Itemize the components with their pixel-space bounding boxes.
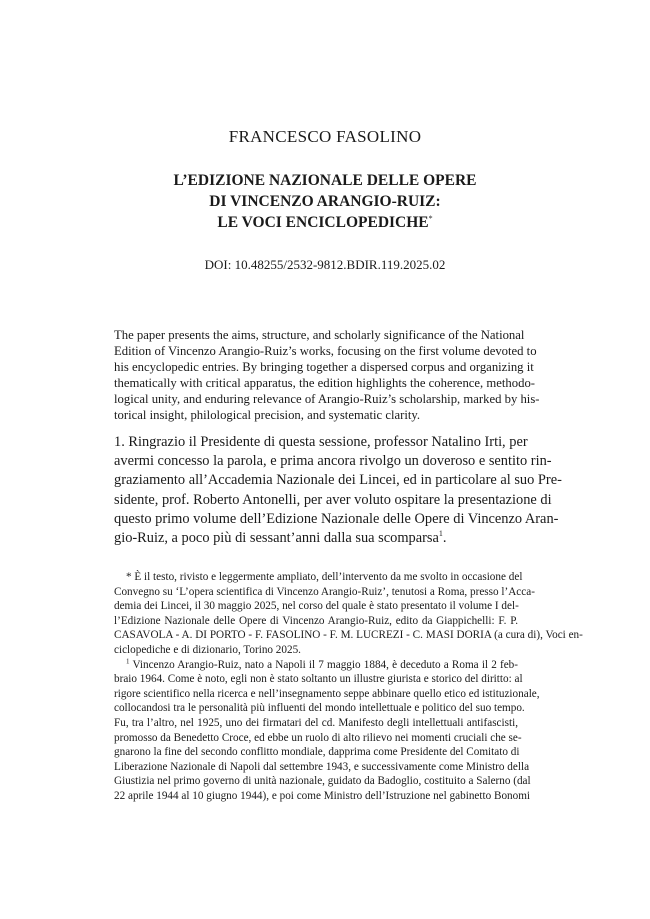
footnote-line: Fu, tra l’altro, nel 1925, uno dei firmatari del cd. Manifesto degli intellettuali antifascisti,	[114, 716, 518, 729]
body-line: graziamento all’Accademia Nazionale dei Lincei, ed in particolare al suo Pre-	[114, 472, 562, 489]
footnote-line: collocandosi tra le personalità più influenti del mondo intellettuale e politico del suo tempo.	[114, 702, 525, 715]
footnote-line: Liberazione Nazionale di Napoli dal settembre 1943, e successivamente come Ministro della	[114, 760, 530, 773]
abstract	[114, 327, 540, 424]
footnote-line: Convegno su ‘L’opera scientifica di Vincenzo Arangio-Ruiz’, tenutosi a Roma, presso l’Acca-	[114, 585, 535, 598]
footnote-line-text: Vincenzo Arangio-Ruiz, nato a Napoli il 7 maggio 1884, è deceduto a Roma il 2 feb-	[132, 658, 518, 671]
footnotes	[114, 570, 583, 804]
body-line: avermi concesso la parola, e prima ancora rivolgo un doveroso e sentito rin-	[114, 453, 552, 470]
footnote-line	[114, 658, 518, 673]
footnote-line: l’Edizione Nazionale delle Opere di Vincenzo Arangio-Ruiz, edito da Giappichelli: F. P.	[114, 614, 518, 627]
footnote-mark: 1	[126, 656, 130, 665]
footnote-line: demia dei Lincei, il 30 maggio 2025, nel corso del quale è stato presentato il volume I del-	[114, 600, 519, 613]
article-title	[0, 170, 650, 233]
footnote-mark: *	[126, 571, 132, 583]
footnote-line	[114, 570, 523, 585]
body-paragraph	[114, 433, 562, 548]
author-name: FRANCESCO FASOLINO	[228, 127, 422, 146]
body-line: 1. Ringrazio il Presidente di questa sessione, professor Natalino Irti, per	[114, 434, 528, 450]
body-line: sidente, prof. Roberto Antonelli, per aver voluto ospitare la presentazione di	[114, 491, 552, 508]
title-line	[0, 212, 650, 233]
body-line-text: gio-Ruiz, a poco più di sessant’anni dalla sua scomparsa	[114, 530, 439, 547]
title-line: DI VINCENZO ARANGIO-RUIZ:	[209, 193, 441, 210]
footnote-line-text: È il testo, rivisto e leggermente ampliato, dell’intervento da me svolto in occasione del	[134, 571, 523, 583]
doi: DOI: 10.48255/2532-9812.BDIR.119.2025.02	[204, 257, 446, 272]
footnote-line: CASAVOLA - A. DI PORTO - F. FASOLINO - F. M. LUCREZI - C. MASI DORIA (a cura di), Voci en-	[114, 629, 583, 642]
footnote-line: 22 aprile 1944 al 10 giugno 1944), e poi come Ministro dell’Istruzione nel gabinetto Bonomi	[114, 789, 531, 802]
title-note-mark: *	[428, 213, 433, 223]
footnote-1	[114, 656, 540, 804]
body-line: questo primo volume dell’Edizione Nazionale delle Opere di Vincenzo Aran-	[114, 510, 559, 527]
footnote-line: rigore scientifico nella ricerca e nell’insegnamento seppe abbinare quello etico ed istituzionale,	[114, 687, 540, 700]
footnote-line: ciclopediche e di dizionario, Torino 2025.	[114, 643, 301, 656]
abstract-line: The paper presents the aims, structure, and scholarly significance of the National	[114, 328, 525, 342]
footnote-star	[114, 570, 583, 658]
footnote-ref: 1	[438, 529, 443, 539]
abstract-line: thematically with critical apparatus, the edition highlights the coherence, methodo-	[114, 376, 536, 391]
abstract-line: Edition of Vincenzo Arangio-Ruiz’s works, focusing on the first volume devoted to	[114, 344, 537, 359]
abstract-line: his encyclopedic entries. By bringing together a dispersed corpus and organizing it	[114, 360, 534, 375]
footnote-line: promosso da Benedetto Croce, ed ebbe un ruolo di alto rilievo nei momenti cruciali che se-	[114, 731, 522, 744]
title-line: L’EDIZIONE NAZIONALE DELLE OPERE	[173, 172, 477, 189]
abstract-line: logical unity, and enduring relevance of Arangio-Ruiz’s scholarship, marked by his-	[114, 392, 540, 407]
title-line-text: LE VOCI ENCICLOPEDICHE	[217, 214, 429, 231]
footnote-line: Giustizia nel primo governo di unità nazionale, guidato da Badoglio, costituito a Salerno (dal	[114, 775, 531, 788]
footnote-line: gnarono la fine del secondo conflitto mondiale, dapprima come Presidente del Comitato di	[114, 746, 520, 759]
body-line: gio-Ruiz, a poco più di sessant’anni dalla sua scomparsa$^1$.	[114, 529, 447, 547]
footnote-line: braio 1964. Come è noto, egli non è stato soltanto un illustre giurista e storico del diritto: al	[114, 673, 523, 686]
abstract-line: torical insight, philological precision, and systematic clarity.	[114, 408, 421, 423]
